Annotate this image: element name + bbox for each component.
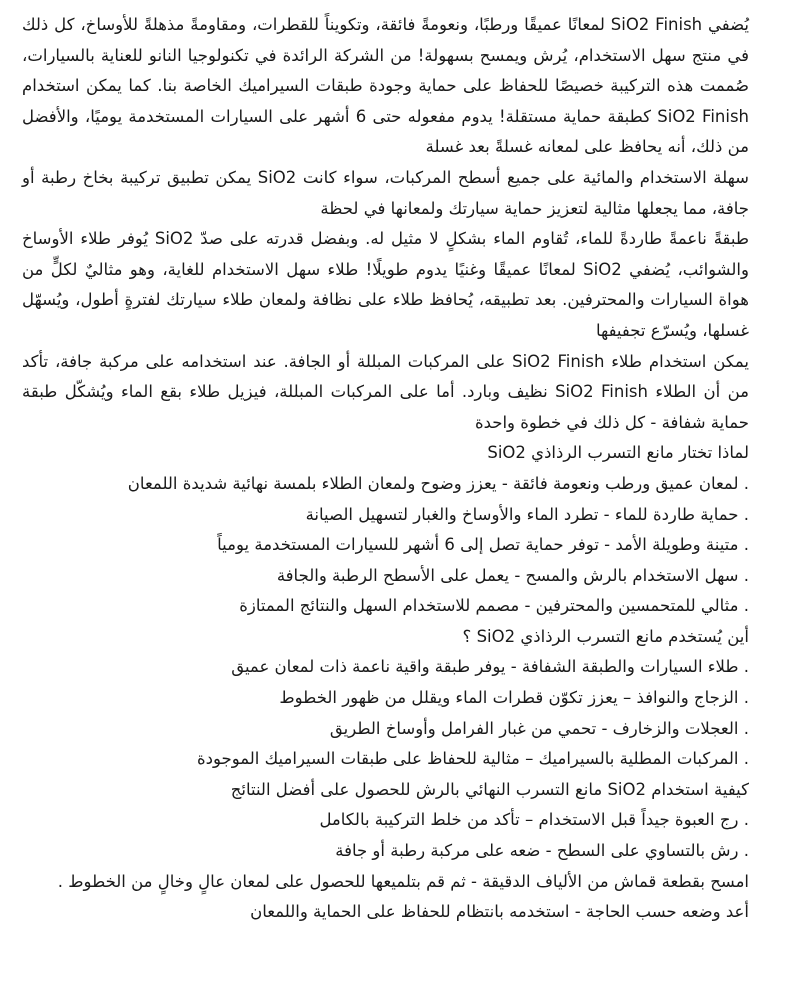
list-item: . سهل الاستخدام بالرش والمسح - يعمل على الأسطح الرطبة والجافة (276, 565, 749, 585)
where-list (22, 652, 749, 774)
how-list (22, 805, 749, 866)
water-repellent-paragraph: طبقةً ناعمةً طاردةً للماء، تُقاوم الماء بشكلٍ لا مثيل له. وبفضل قدرته على صدّ SiO2 يُوفر طلاء الأوساخ والشوائب، يُضفي SiO2 لمعانًا عميقًا وغنيًا يدوم طويلًا! طلاء سهل الاستخدام للغاية، وهو مثاليٌ لكلٍّ من هواة السيارات والمحترفين. بعد تطبيقه، يُحافظ طلاء على نظافة ولمعان طلاء سيارتك لفترةٍ أطول، ويُسهّل غسلها، ويُسرّع تجفيفها (22, 229, 749, 340)
list-item: . رج العبوة جيداً قبل الاستخدام – تأكد من خلط التركيبة بالكامل (319, 810, 749, 830)
list-item: . الزجاج والنوافذ – يعزز تكوّن قطرات الماء ويقلل من ظهور الخطوط (279, 688, 749, 708)
list-item: . لمعان عميق ورطب ونعومة فائقة - يعزز وضوح ولمعان الطلاء بلمسة نهائية شديدة اللمعان (127, 473, 749, 493)
how-heading: كيفية استخدام SiO2 مانع التسرب النهائي بالرش للحصول على أفضل النتائج (230, 779, 749, 799)
list-item: . العجلات والزخارف - تحمي من غبار الفرامل وأوساخ الطريق (329, 718, 749, 738)
why-heading: لماذا تختار مانع التسرب الرذاذي SiO2 (487, 443, 749, 463)
intro-paragraph: يُضفي SiO2 Finish لمعانًا عميقًا ورطبًا، ونعومةً فائقة، وتكويناً للقطرات، ومقاومةً مذهلةً للأوساخ، كل ذلك في منتج سهل الاستخدام، يُرش ويمسح بسهولة! من الشركة الرائدة في تكنولوجيا النانو للعناية بالسيارات، صُممت هذه التركيبة خصيصًا للحفاظ على حماية وجودة طبقات السيراميك الخاصة بنا. كما يمكن استخدام SiO2 Finish كطبقة حماية مستقلة! يدوم مفعوله حتى 6 أشهر على السيارات المستخدمة يوميًا، والأفضل من ذلك، أنه يحافظ على لمعانه غسلةً بعد غسلة (22, 15, 750, 157)
why-list (22, 469, 749, 622)
list-item: . رش بالتساوي على السطح - ضعه على مركبة رطبة أو جافة (335, 841, 749, 861)
product-description (22, 10, 749, 928)
surfaces-paragraph: سهلة الاستخدام والمائية على جميع أسطح المركبات، سواء كانت SiO2 يمكن تطبيق تركيبة بخاخ رطبة أو جافة، مما يجعلها مثالية لتعزيز حماية سيارتك ولمعانها في لحظة (22, 167, 750, 218)
list-item: . مثالي للمتحمسين والمحترفين - مصمم للاستخدام السهل والنتائج الممتازة (239, 596, 749, 616)
list-item: . طلاء السيارات والطبقة الشفافة - يوفر طبقة واقية ناعمة ذات لمعان عميق (231, 657, 749, 677)
wet-dry-paragraph: يمكن استخدام طلاء SiO2 Finish على المركبات المبللة أو الجافة. عند استخدامه على مركبة جافة، تأكد من أن الطلاء SiO2 Finish نظيف وبارد. أما على المركبات المبللة، فيزيل طلاء بقع الماء ويُشكّل طبقة حماية شفافة - كل ذلك في خطوة واحدة (22, 351, 749, 432)
where-heading: أين يُستخدم مانع التسرب الرذاذي SiO2 ؟ (462, 626, 749, 646)
reapply-instruction: أعد وضعه حسب الحاجة - استخدمه بانتظام للحفاظ على الحماية واللمعان (250, 902, 749, 922)
list-item: . حماية طاردة للماء - تطرد الماء والأوساخ والغبار لتسهيل الصيانة (305, 504, 749, 524)
list-item: . المركبات المطلية بالسيراميك – مثالية للحفاظ على طبقات السيراميك الموجودة (197, 749, 749, 769)
wipe-instruction: امسح بقطعة قماش من الألياف الدقيقة - ثم قم بتلميعها للحصول على لمعان عالٍ وخالٍ من الخطوط . (57, 871, 749, 891)
list-item: . متينة وطويلة الأمد - توفر حماية تصل إلى 6 أشهر للسيارات المستخدمة يومياً (217, 535, 749, 555)
